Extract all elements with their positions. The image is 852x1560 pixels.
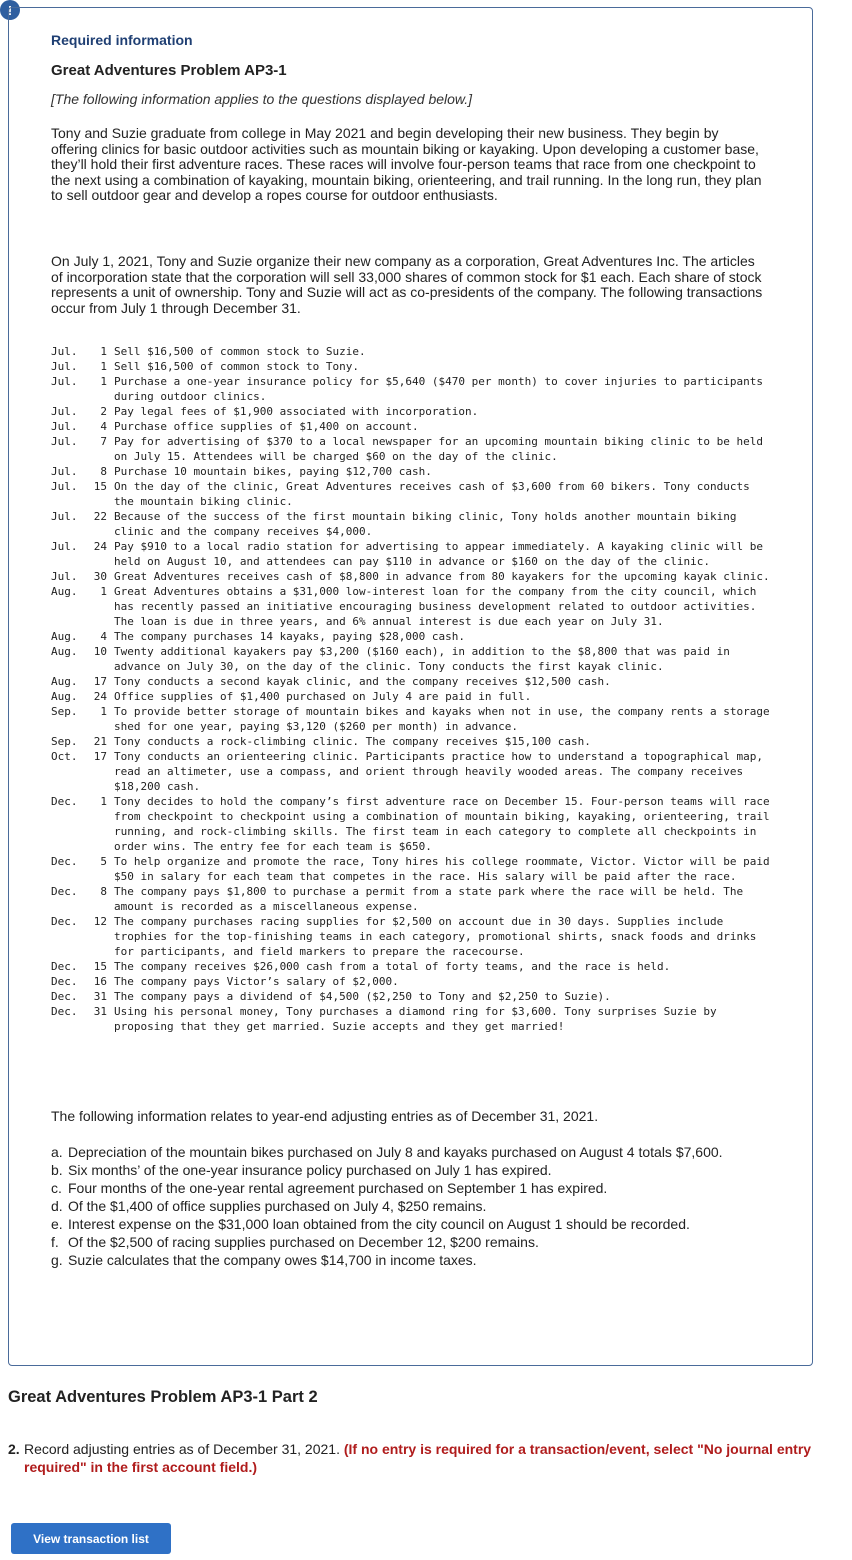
- transaction-text: The company pays Victor’s salary of $2,000.: [114, 975, 399, 988]
- transaction-text: Sell $16,500 of common stock to Tony.: [114, 360, 360, 373]
- transaction-month: Jul.: [51, 405, 78, 418]
- transaction-text: The company pays $1,800 to purchase a permit from a state park where the race will be held. The amount is recorded as a miscellaneous expense.: [114, 885, 744, 913]
- adjustment-letter: d.: [51, 1198, 63, 1214]
- transaction-day: 1: [100, 705, 107, 718]
- transaction-day: 1: [100, 360, 107, 373]
- transaction-day: 7: [100, 435, 107, 448]
- transaction-day: 1: [100, 795, 107, 808]
- transaction-month: Jul.: [51, 570, 78, 583]
- transaction-row: [51, 434, 776, 464]
- transaction-text: Purchase a one-year insurance policy for $5,640 ($470 per month) to cover injuries to participants during outdoor clinics.: [114, 375, 764, 403]
- transaction-text: To help organize and promote the race, Tony hires his college roommate, Victor. Victor will be paid $50 in salary for each team that competes in the race. His salary will be paid after the race.: [114, 855, 770, 883]
- transaction-text: On the day of the clinic, Great Adventures receives cash of $3,600 from 60 bikers. Tony conducts the mountain biking clinic.: [114, 480, 750, 508]
- transaction-row: [51, 479, 776, 509]
- transaction-month: Dec.: [51, 885, 78, 898]
- transaction-text: Tony conducts a rock-climbing clinic. The company receives $15,100 cash.: [114, 735, 591, 748]
- transaction-row: [51, 464, 776, 479]
- transaction-month: Dec.: [51, 795, 78, 808]
- transaction-day: 5: [100, 855, 107, 868]
- transaction-text: The company receives $26,000 cash from a total of forty teams, and the race is held.: [114, 960, 671, 973]
- info-note: [The following information applies to the questions displayed below.]: [51, 91, 473, 107]
- transaction-day: 30: [93, 570, 107, 583]
- transaction-list: [51, 344, 776, 1034]
- problem-title: Great Adventures Problem AP3-1: [51, 62, 287, 79]
- adjustment-text: Four months of the one-year rental agreement purchased on September 1 has expired.: [68, 1180, 608, 1196]
- transaction-month: Aug.: [51, 645, 78, 658]
- transaction-month: Jul.: [51, 345, 78, 358]
- transaction-month: Aug.: [51, 630, 78, 643]
- transaction-text: Tony decides to hold the company’s first adventure race on December 15. Four-person teams will race from checkpoint to checkpoint using a combination of mountain biking, kayaking, orienteering, trail running, and rock-climbing skills. The first team in each category to complete all checkpoints in order wins. The entry fee for each team is $650.: [114, 795, 770, 853]
- question-text: Record adjusting entries as of December 31, 2021.: [24, 1441, 344, 1457]
- transaction-month: Dec.: [51, 960, 78, 973]
- transaction-text: Great Adventures receives cash of $8,800 in advance from 80 kayakers for the upcoming kayak clinic.: [114, 570, 770, 583]
- transaction-month: Dec.: [51, 915, 78, 928]
- transaction-row: [51, 914, 776, 959]
- transaction-month: Jul.: [51, 360, 78, 373]
- organization-paragraph: On July 1, 2021, Tony and Suzie organize their new company as a corporation, Great Adventures Inc. The articles of incorporation state that the corporation will sell 33,000 shares of common stock for $1 each. Each share of stock represents a unit of ownership. Tony and Suzie will act as co-presidents of the company. The following transactions occur from July 1 through December 31.: [51, 253, 763, 316]
- transaction-row: [51, 794, 776, 854]
- transaction-text: Great Adventures obtains a $31,000 low-interest loan for the company from the city council, which has recently passed an initiative encouraging business development related to outdoor activities. The loan is due in three years, and 6% annual interest is due each year on July 31.: [114, 585, 757, 628]
- transaction-day: 21: [93, 735, 107, 748]
- transaction-row: [51, 629, 776, 644]
- adjustment-item: [51, 1143, 771, 1161]
- required-information-label: Required information: [51, 32, 193, 48]
- transaction-day: 17: [93, 750, 107, 763]
- transaction-row: [51, 374, 776, 404]
- transaction-month: Jul.: [51, 375, 78, 388]
- transaction-row: [51, 569, 776, 584]
- question: [8, 1440, 850, 1476]
- transaction-text: Purchase office supplies of $1,400 on account.: [114, 420, 419, 433]
- transaction-month: Jul.: [51, 465, 78, 478]
- transaction-month: Jul.: [51, 420, 78, 433]
- transaction-row: [51, 689, 776, 704]
- adjustment-text: Six months’ of the one-year insurance policy purchased on July 1 has expired.: [68, 1162, 552, 1178]
- transaction-row: [51, 644, 776, 674]
- part-title: Great Adventures Problem AP3-1 Part 2: [8, 1388, 318, 1406]
- transaction-day: 17: [93, 675, 107, 688]
- transaction-month: Dec.: [51, 1005, 78, 1018]
- transaction-row: [51, 854, 776, 884]
- transaction-month: Oct.: [51, 750, 78, 763]
- adjustment-list: [51, 1143, 771, 1269]
- transaction-day: 4: [100, 420, 107, 433]
- transaction-day: 1: [100, 345, 107, 358]
- transaction-month: Jul.: [51, 510, 78, 523]
- transaction-month: Dec.: [51, 975, 78, 988]
- transaction-text: Tony conducts a second kayak clinic, and the company receives $12,500 cash.: [114, 675, 611, 688]
- transaction-row: [51, 1004, 776, 1034]
- transaction-text: Purchase 10 mountain bikes, paying $12,700 cash.: [114, 465, 432, 478]
- question-number: 2.: [8, 1441, 20, 1457]
- transaction-day: 1: [100, 375, 107, 388]
- transaction-day: 15: [93, 960, 107, 973]
- transaction-text: Pay legal fees of $1,900 associated with incorporation.: [114, 405, 479, 418]
- transaction-day: 31: [93, 990, 107, 1003]
- adjustments-intro: The following information relates to year-end adjusting entries as of December 31, 2021.: [51, 1108, 599, 1124]
- adjustment-item: [51, 1179, 771, 1197]
- transaction-text: Twenty additional kayakers pay $3,200 ($160 each), in addition to the $8,800 that was paid in advance on July 30, on the day of the clinic. Tony conducts the first kayak clinic.: [114, 645, 730, 673]
- transaction-row: [51, 404, 776, 419]
- transaction-row: [51, 359, 776, 374]
- transaction-row: [51, 884, 776, 914]
- transaction-text: Tony conducts an orienteering clinic. Participants practice how to understand a topographical map, read an altimeter, use a compass, and orient through heavily wooded areas. The company receives $18,200 cash.: [114, 750, 764, 793]
- adjustment-item: [51, 1215, 771, 1233]
- transaction-day: 16: [93, 975, 107, 988]
- transaction-text: The company purchases racing supplies for $2,500 on account due in 30 days. Supplies include trophies for the top-finishing teams in each category, promotional shirts, snack foods and drinks for participants, and field markers to prepare the racecourse.: [114, 915, 757, 958]
- adjustment-item: [51, 1197, 771, 1215]
- transaction-text: To provide better storage of mountain bikes and kayaks when not in use, the company rents a storage shed for one year, paying $3,120 ($260 per month) in advance.: [114, 705, 770, 733]
- transaction-day: 10: [93, 645, 107, 658]
- transaction-day: 12: [93, 915, 107, 928]
- adjustment-letter: e.: [51, 1216, 63, 1232]
- transaction-text: Pay $910 to a local radio station for advertising to appear immediately. A kayaking clinic will be held on August 10, and attendees can pay $110 in advance or $160 on the day of the clinic.: [114, 540, 764, 568]
- transaction-month: Jul.: [51, 540, 78, 553]
- transaction-row: [51, 974, 776, 989]
- transaction-row: [51, 704, 776, 734]
- transaction-month: Dec.: [51, 855, 78, 868]
- transaction-day: 1: [100, 585, 107, 598]
- adjustment-text: Of the $1,400 of office supplies purchased on July 4, $250 remains.: [68, 1198, 487, 1214]
- transaction-text: The company purchases 14 kayaks, paying $28,000 cash.: [114, 630, 465, 643]
- adjustment-text: Of the $2,500 of racing supplies purchased on December 12, $200 remains.: [68, 1234, 539, 1250]
- transaction-month: Sep.: [51, 735, 78, 748]
- transaction-month: Aug.: [51, 690, 78, 703]
- adjustment-letter: g.: [51, 1252, 63, 1268]
- transaction-month: Dec.: [51, 990, 78, 1003]
- adjustment-letter: b.: [51, 1162, 63, 1178]
- question-body: [24, 1440, 850, 1476]
- transaction-month: Jul.: [51, 435, 78, 448]
- adjustment-item: [51, 1233, 771, 1251]
- adjustment-text: Interest expense on the $31,000 loan obtained from the city council on August 1 should be recorded.: [68, 1216, 690, 1232]
- adjustment-letter: f.: [51, 1234, 59, 1250]
- transaction-row: [51, 419, 776, 434]
- transaction-month: Sep.: [51, 705, 78, 718]
- transaction-text: Using his personal money, Tony purchases a diamond ring for $3,600. Tony surprises Suzie by proposing that they get married. Suzie accepts and they get married!: [114, 1005, 717, 1033]
- transaction-row: [51, 734, 776, 749]
- transaction-row: [51, 344, 776, 359]
- adjustment-text: Suzie calculates that the company owes $14,700 in income taxes.: [68, 1252, 477, 1268]
- transaction-month: Jul.: [51, 480, 78, 493]
- transaction-day: 15: [93, 480, 107, 493]
- view-transaction-list-button[interactable]: View transaction list: [11, 1523, 171, 1554]
- transaction-text: Office supplies of $1,400 purchased on July 4 are paid in full.: [114, 690, 532, 703]
- adjustment-text: Depreciation of the mountain bikes purchased on July 8 and kayaks purchased on August 4 totals $7,600.: [68, 1144, 723, 1160]
- transaction-day: 2: [100, 405, 107, 418]
- adjustment-letter: c.: [51, 1180, 62, 1196]
- adjustment-letter: a.: [51, 1144, 63, 1160]
- transaction-day: 31: [93, 1005, 107, 1018]
- transaction-row: [51, 989, 776, 1004]
- transaction-row: [51, 674, 776, 689]
- transaction-day: 22: [93, 510, 107, 523]
- transaction-text: Sell $16,500 of common stock to Suzie.: [114, 345, 366, 358]
- transaction-row: [51, 509, 776, 539]
- transaction-text: The company pays a dividend of $4,500 ($2,250 to Tony and $2,250 to Suzie).: [114, 990, 611, 1003]
- adjustment-item: [51, 1161, 771, 1179]
- transaction-day: 24: [93, 690, 107, 703]
- transaction-month: Aug.: [51, 585, 78, 598]
- adjustment-item: [51, 1251, 771, 1269]
- transaction-text: Because of the success of the first mountain biking clinic, Tony holds another mountain biking clinic and the company receives $4,000.: [114, 510, 737, 538]
- alert-icon: !: [0, 0, 20, 20]
- transaction-row: [51, 959, 776, 974]
- transaction-month: Aug.: [51, 675, 78, 688]
- transaction-day: 4: [100, 630, 107, 643]
- intro-paragraph: Tony and Suzie graduate from college in May 2021 and begin developing their new business. They begin by offering clinics for basic outdoor activities such as mountain biking or kayaking. Upon developing a customer base, they’ll hold their first adventure races. These races will involve four-person teams that race from one checkpoint to the next using a combination of kayaking, mountain biking, orienteering, and trail running. In the long run, they plan to sell outdoor gear and develop a ropes course for outdoor enthusiasts.: [51, 125, 762, 203]
- transaction-day: 24: [93, 540, 107, 553]
- transaction-row: [51, 749, 776, 794]
- transaction-row: [51, 539, 776, 569]
- transaction-day: 8: [100, 465, 107, 478]
- question-instruction: (If no entry is required for a transaction/event, select "No journal entry required" in the first account field.): [24, 1441, 812, 1475]
- transaction-text: Pay for advertising of $370 to a local newspaper for an upcoming mountain biking clinic to be held on July 15. Attendees will be charged $60 on the day of the clinic.: [114, 435, 764, 463]
- transaction-day: 8: [100, 885, 107, 898]
- transaction-row: [51, 584, 776, 629]
